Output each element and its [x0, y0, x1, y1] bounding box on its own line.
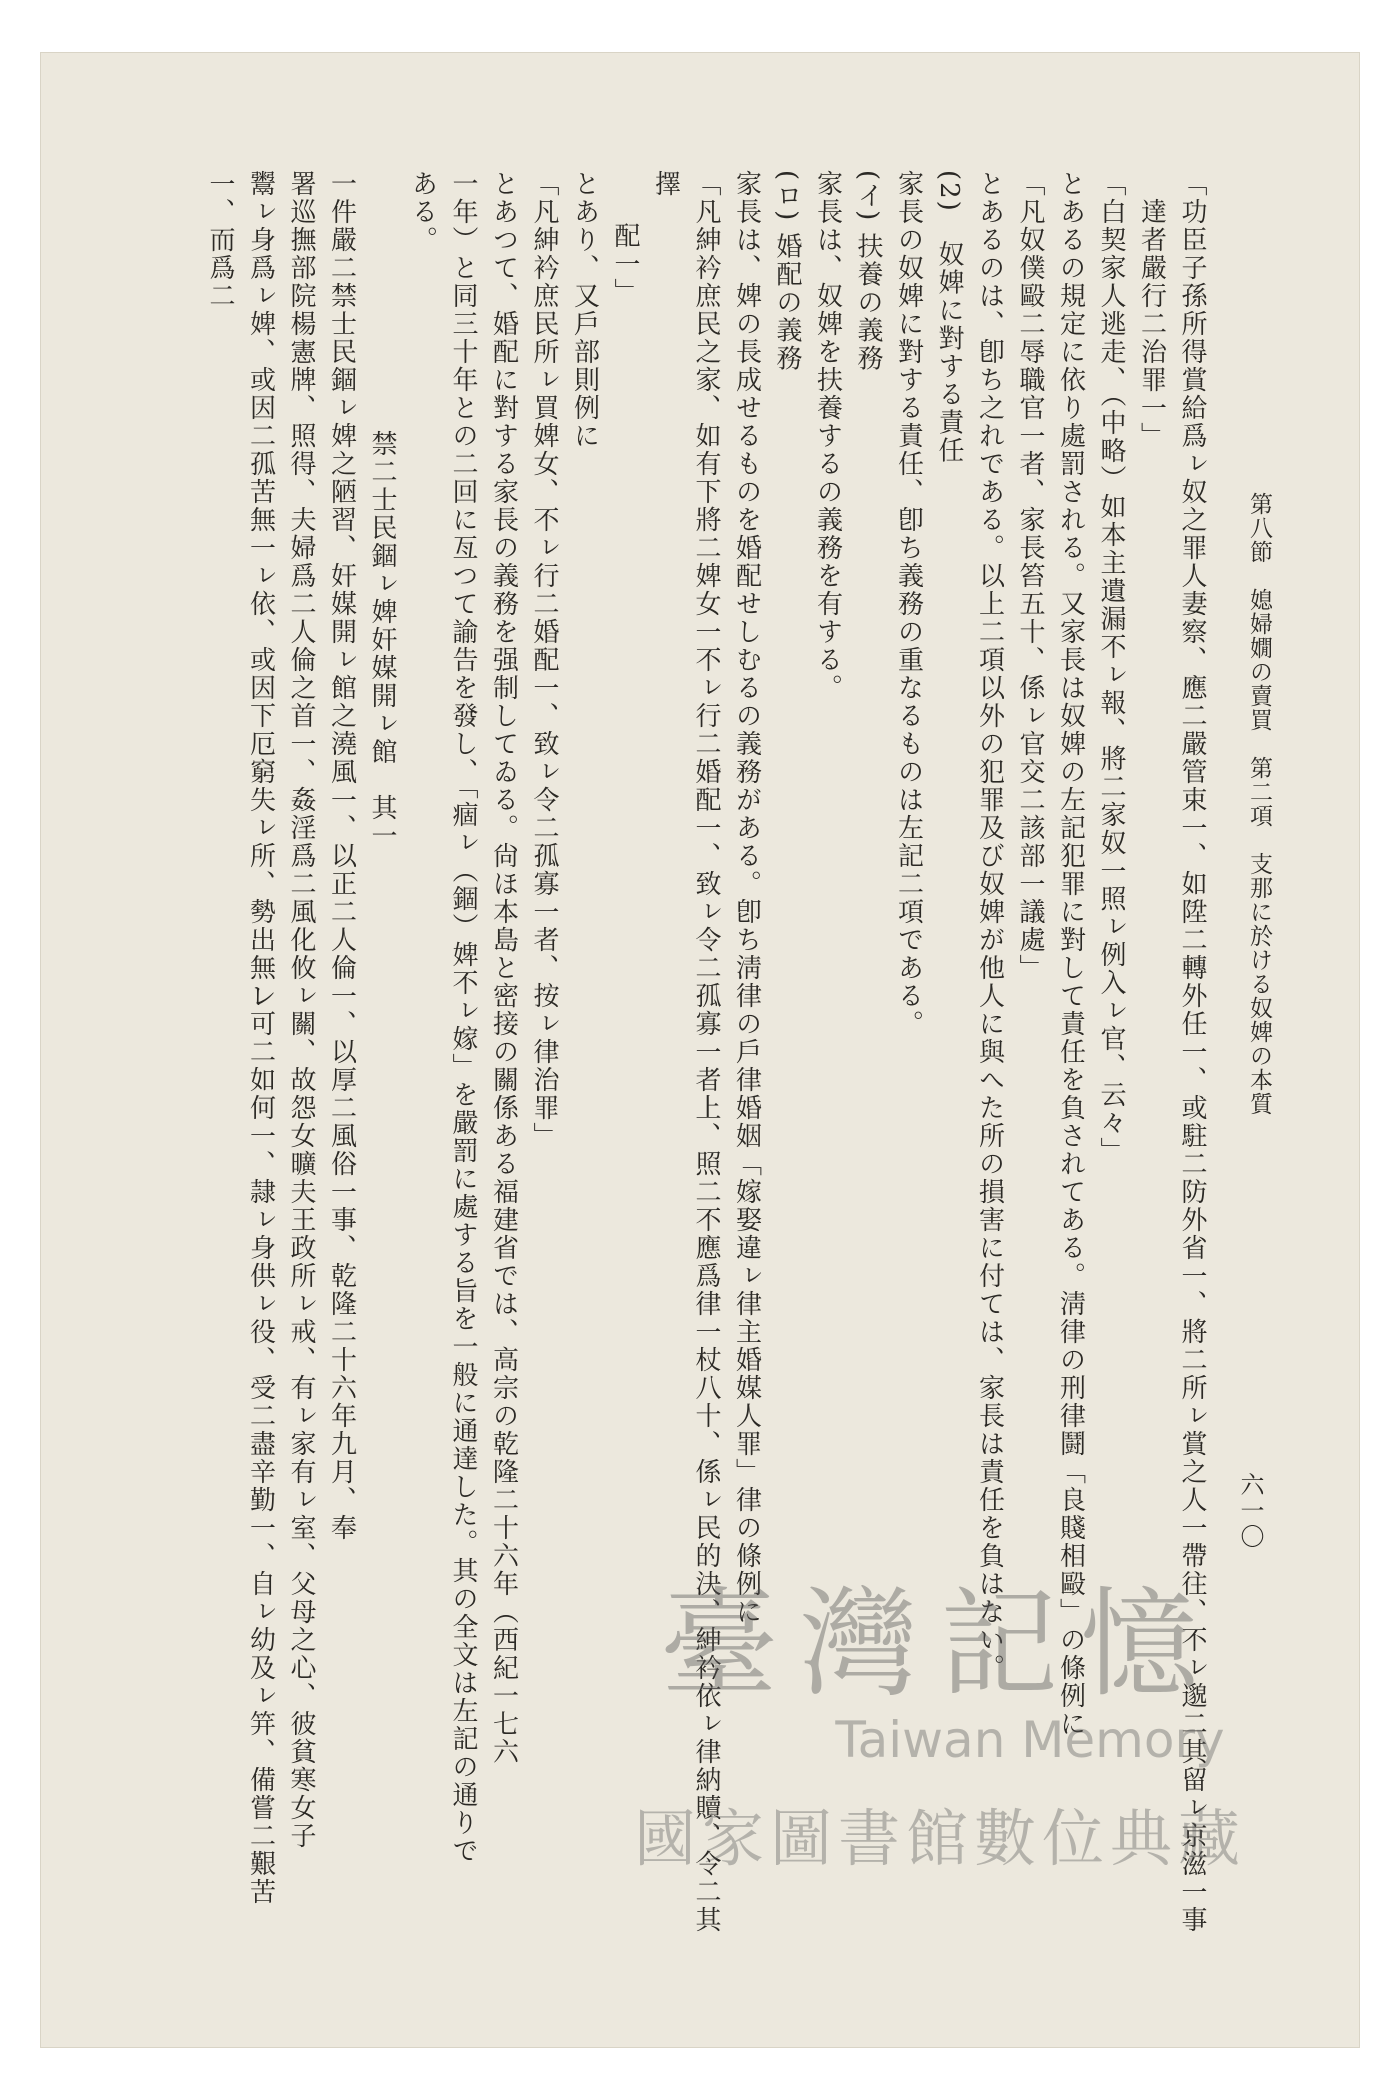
text-line: 配㆒」 — [610, 222, 640, 306]
text-line: 家長は、奴婢を扶養するの義務を有する。 — [812, 170, 843, 702]
text-line: 署巡撫部院楊憲牌、照得、夫婦爲㆓人倫之首㆒、姦淫爲㆓風化攸ㇾ關、故怨女曠夫王政所ㇾ戒、有ㇾ家有ㇾ室、父母之心、彼貧寒女子 — [286, 170, 316, 1850]
text-line: ある。 — [407, 170, 438, 254]
text-line: 鬻ㇾ身爲ㇾ婢、或因㆓孤苦無㆒ㇾ依、或因㆘厄窮失ㇾ所、勢出無㆑可㆓如何㆒、隷ㇾ身供ㇾ役、受㆓盡辛勤㆒、自ㇾ幼及ㇾ笄、備嘗㆓艱苦㆒、而爲㆓ — [205, 170, 276, 1906]
text-line: とあつて、婚配に對する家長の義務を强制してゐる。尙ほ本島と密接の關係ある福建省では、高宗の乾隆二十六年（西紀一七六 — [488, 170, 519, 1766]
text-line: 「白契家人逃走、（中略）如本主遺漏不ㇾ報、將㆓家奴㆒照ㇾ例入ㇾ官、云々」 — [1096, 170, 1126, 1165]
text-line: 家長の奴婢に對する責任、卽ち義務の重なるものは左記二項である。 — [893, 170, 924, 1038]
text-line: とあり、又戶部則例に — [569, 170, 600, 450]
page-number: 六一〇 — [1236, 1472, 1264, 1550]
running-head: 第八節 媳婦嫺の賣買 第二項 支那に於ける奴婢の本質 — [1246, 492, 1272, 1116]
book-page — [40, 52, 1360, 2048]
sub-heading: (イ) 扶養の義務 — [853, 170, 883, 373]
watermark-logo: 臺灣記憶 — [659, 1574, 1220, 1713]
text-line: 達者嚴行㆓治罪㆒」 — [1136, 198, 1167, 450]
sub-heading: (ロ) 婚配の義務 — [772, 170, 802, 373]
text-line: 家長は、婢の長成せるものを婚配せしむるの義務がある。卽ち淸律の戶律婚姻「嫁娶違ㇾ律主婚媒人罪」律の條例に — [731, 170, 762, 1626]
text-line: とあるのは、卽ち之れである。以上二項以外の犯罪及び奴婢が他人に與へた所の損害に付ては、家長は責任を負はない。 — [974, 170, 1005, 1682]
text-line: とあるの規定に依り處罰される。又家長は奴婢の左記犯罪に對して責任を負されてある。淸律の刑律鬪「良賤相毆」の條例に — [1055, 170, 1086, 1738]
watermark-chinese: 國家圖書館數位典藏 — [633, 1802, 1246, 1875]
text-line: 一件嚴㆓禁士民錮ㇾ婢之陋習、奸媒開ㇾ館之澆風㆒、以正㆓人倫㆒、以厚㆓風俗㆒事、乾隆二十六年九月、奉 — [326, 170, 357, 1542]
watermark-english: Taiwan Memory — [835, 1710, 1225, 1769]
text-line: 一年）と同三十年との二回に亙つて諭告を發し、「痼ㇾ（錮）婢不ㇾ嫁」を嚴罰に處する旨を一般に通達した。其の全文は左記の通りで — [448, 170, 478, 1865]
text-line: 「功臣子孫所得賞給爲ㇾ奴之罪人妻察、應㆓嚴管束㆒、如陞㆓轉外任㆒、或駐㆓防外省㆒、將㆓所ㇾ賞之人㆒帶往、不ㇾ邈㆓其留ㇾ京滋㆒事 — [1177, 170, 1207, 1934]
text-line: 「凡奴僕毆㆓辱職官㆒者、家長笞五十、係ㇾ官交㆓該部㆒議處」 — [1015, 170, 1045, 982]
text-line: 「凡紳衿庶民之家、如有㆘將㆓婢女㆒不ㇾ行㆓婚配㆒、致ㇾ令㆓孤寡㆒者㆖、照㆓不應爲律㆒杖八十、係ㇾ民的決、紳衿依ㇾ律納贖、令㆓其擇 — [650, 170, 721, 1934]
section-heading: (2) 奴婢に對する責任 — [934, 170, 964, 465]
text-line: 「凡紳衿庶民所ㇾ買婢女、不ㇾ行㆓婚配㆒、致ㇾ令㆓孤寡㆒者、按ㇾ律治罪」 — [529, 170, 559, 1150]
taiwan-memory-watermark — [580, 1574, 1300, 1879]
document-title: 禁㆓士民錮ㇾ婢奸媒開ㇾ館 其一 — [367, 430, 397, 850]
